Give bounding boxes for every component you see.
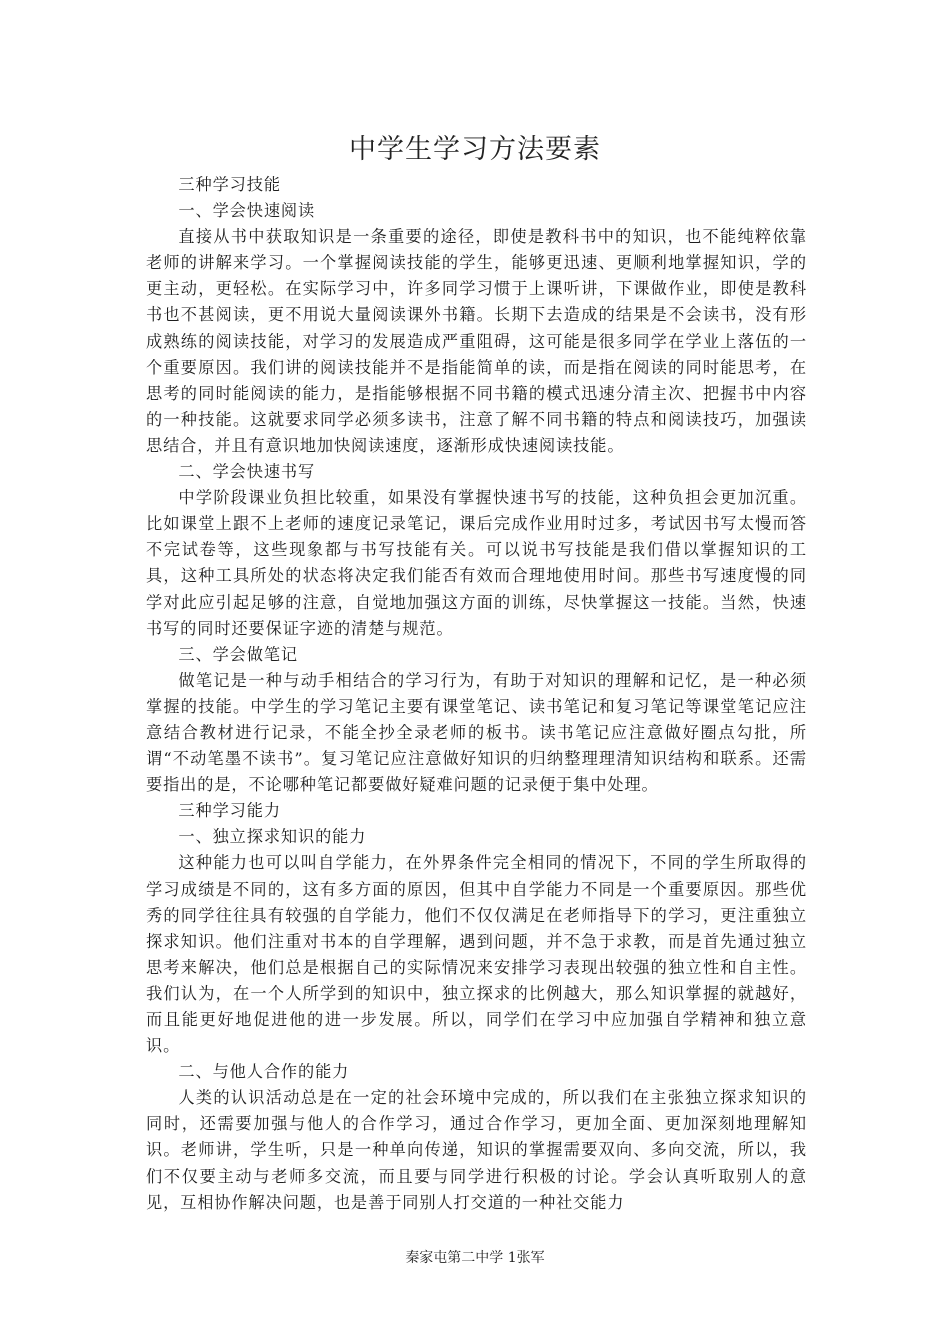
body-paragraph: 直接从书中获取知识是一条重要的途径，即使是教科书中的知识，也不能纯粹依靠老师的讲解来学习。一个掌握阅读技能的学生，能够更迅速、更顺利地掌握知识，学的更主动，更轻松。在实际学习中，许多同学习惯于上课听讲，下课做作业，即使是教科书也不甚阅读，更不用说大量阅读课外书籍。长期下去造成的结果是不会读书，没有形成熟练的阅读技能，对学习的发展造成严重阻碍，这可能是很多同学在学业上落伍的一个重要原因。我们讲的阅读技能并不是指能简单的读，而是指在阅读的同时能思考，在思考的同时能阅读的能力，是指能够根据不同书籍的模式迅速分清主次、把握书中内容的一种技能。这就要求同学必须多读书，注意了解不同书籍的特点和阅读技巧，加强读思结合，并且有意识地加快阅读速度，逐渐形成快速阅读技能。 xyxy=(146,227,807,455)
document-body xyxy=(146,172,807,1216)
subsection-heading: 一、学会快速阅读 xyxy=(178,201,316,221)
body-paragraph: 做笔记是一种与动手相结合的学习行为，有助于对知识的理解和记忆，是一种必须掌握的技能。中学生的学习笔记主要有课堂笔记、读书笔记和复习笔记等课堂笔记应注意结合教材进行记录，不能全抄全录老师的板书。读书笔记应注意做好圈点勾批，所谓“不动笔墨不读书”。复习笔记应注意做好知识的归纳整理理清知识结构和联系。还需要指出的是，不论哪种笔记都要做好疑难问题的记录便于集中处理。 xyxy=(146,670,807,795)
section-heading: 三种学习能力 xyxy=(178,801,281,821)
section-heading: 三种学习技能 xyxy=(178,175,281,194)
page-footer: 秦家屯第二中学 1张军 xyxy=(405,1250,545,1266)
subsection-heading: 二、与他人合作的能力 xyxy=(178,1062,350,1082)
body-paragraph: 中学阶段课业负担比较重，如果没有掌握快速书写的技能，这种负担会更加沉重。比如课堂上跟不上老师的速度记录笔记，课后完成作业用时过多，考试因书写太慢而答不完试卷等，这些现象都与书写技能有关。可以说书写技能是我们借以掌握知识的工具，这种工具所处的状态将决定我们能否有效而合理地使用时间。那些书写速度慢的同学对此应引起足够的注意，自觉地加强这方面的训练，尽快掌握这一技能。当然，快速书写的同时还要保证字迹的清楚与规范。 xyxy=(146,488,807,638)
body-paragraph: 人类的认识活动总是在一定的社会环境中完成的，所以我们在主张独立探求知识的同时，还需要加强与他人的合作学习，通过合作学习，更加全面、更加深刻地理解知识。老师讲，学生听，只是一种单向传递，知识的掌握需要双向、多向交流，所以，我们不仅要主动与老师多交流，而且要与同学进行积极的讨论。学会认真听取别人的意见，互相协作解决问题，也是善于同别人打交道的一种社交能力 xyxy=(146,1088,807,1212)
subsection-heading: 一、独立探求知识的能力 xyxy=(178,827,367,847)
subsection-heading: 三、学会做笔记 xyxy=(178,644,299,664)
subsection-heading: 二、学会快速书写 xyxy=(178,462,316,482)
body-paragraph: 这种能力也可以叫自学能力，在外界条件完全相同的情况下，不同的学生所取得的学习成绩是不同的，这有多方面的原因，但其中自学能力不同是一个重要原因。那些优秀的同学往往具有较强的自学能力，他们不仅仅满足在老师指导下的学习，更注重独立探求知识。他们注重对书本的自学理解，遇到问题，并不急于求教，而是首先通过独立思考来解决，他们总是根据自己的实际情况来安排学习表现出较强的独立性和自主性。我们认为，在一个人所学到的知识中，独立探求的比例越大，那么知识掌握的就越好，而且能更好地促进他的进一步发展。所以，同学们在学习中应加强自学精神和独立意识。 xyxy=(146,853,807,1056)
document-title: 中学生学习方法要素 xyxy=(349,134,601,165)
